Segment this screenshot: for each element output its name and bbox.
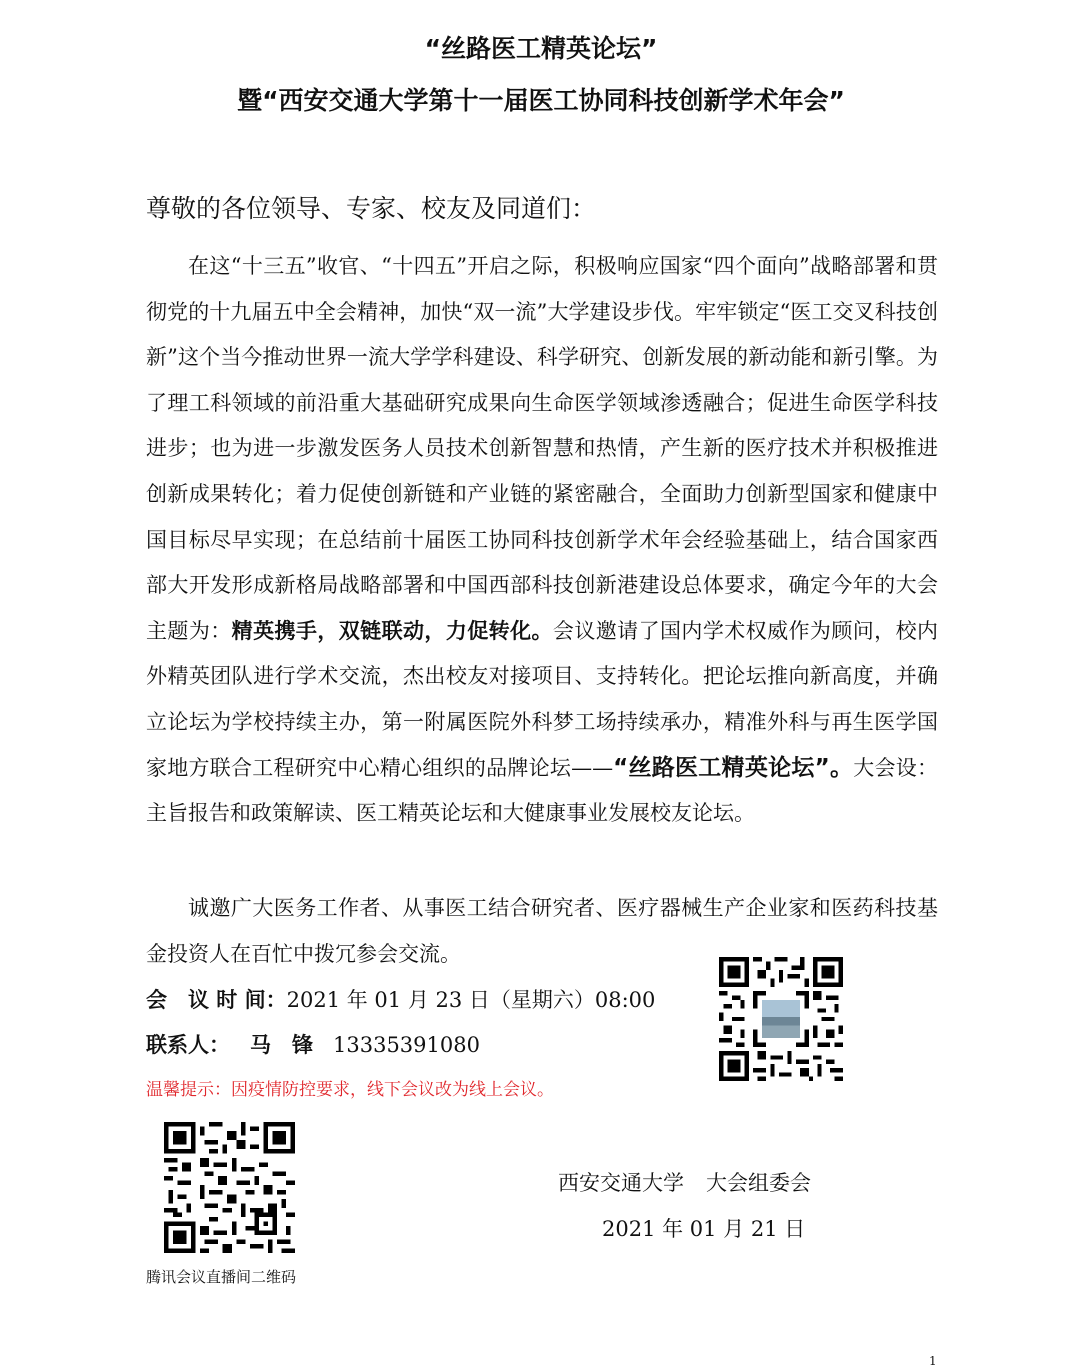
paragraph-1-text-a: 在这“十三五”收官、“十四五”开启之际，积极响应国家“四个面向”战略部署和贯彻党的十九届五中全会精神，加快“双一流”大学建设步伐。牢牢锁定“医工交叉科技创新”这个当今推动世界一流大学学科建设、科学研究、创新发展的新动能和新引擎。为了理工科领域的前沿重大基础研究成果向生命医学领域渗透融合；促进生命医学科技进步；也为进一步激发医务人员技术创新智慧和热情，产生新的医疗技术并积极推进创新成果转化；着力促使创新链和产业链的紧密融合，全面助力创新型国家和健康中国目标尽早实现；在总结前十届医工协同科技创新学术年会经验基础上，结合国家西部大开发形成新格局战略部署和中国西部科技创新港建设总体要求，确定今年的大会主题为： [146,254,938,643]
meeting-time-label: 会 议 时 间： [146,988,287,1012]
salutation: 尊敬的各位领导、专家、校友及同道们： [146,194,597,223]
notice-text: 温馨提示：因疫情防控要求，线下会议改为线上会议。 [146,1080,554,1100]
title-line-2: 暨“西安交通大学第十一届医工协同科技创新学术年会” [237,86,845,115]
contact-phone: 13335391080 [333,1033,480,1057]
signature-committee: 大会组委会 [706,1171,811,1195]
tencent-meeting-qr-code [164,1122,295,1253]
paragraph-1-text-b: 会议邀请了国内学术权威作为顾问，校内外精英团队进行学术交流，杰出校友对接项目、支持转化。把论坛推向新高度，并确立论坛为学校持续主办，第一附属医院外科梦工场持续承办，精准外科与再生医学国家地方联合工程研究中心精心组织的品牌论坛—— [146,618,939,780]
wechat-qr-code [719,957,843,1081]
contact-label: 联系人： [146,1033,230,1057]
paragraph-1-text-c: 大会设：主旨报告和政策解读、医工精英论坛和大健康事业发展校友论坛。 [146,755,939,826]
body-paragraph-2: 诚邀广大医务工作者、从事医工结合研究者、医疗器械生产企业家和医药科技基金投资人在百忙中拨冗参会交流。 [146,896,938,966]
contact-line [146,1030,480,1060]
body-paragraph-1 [146,244,938,837]
signature-org: 西安交通大学 [558,1171,684,1195]
forum-name: “丝路医工精英论坛”。 [613,754,854,781]
page-number: 1 [929,1354,937,1368]
signature-date: 2021 年 01 月 21 日 [602,1217,806,1241]
signature [558,1168,811,1198]
meeting-time-line [146,985,655,1015]
contact-name: 马 锋 [250,1033,313,1057]
qr-caption: 腾讯会议直播间二维码 [146,1268,297,1286]
meeting-time-value: 2021 年 01 月 23 日（星期六）08:00 [286,988,656,1012]
conference-theme: 精英携手，双链联动，力促转化。 [231,618,553,643]
title-line-1: “丝路医工精英论坛” [424,34,658,63]
